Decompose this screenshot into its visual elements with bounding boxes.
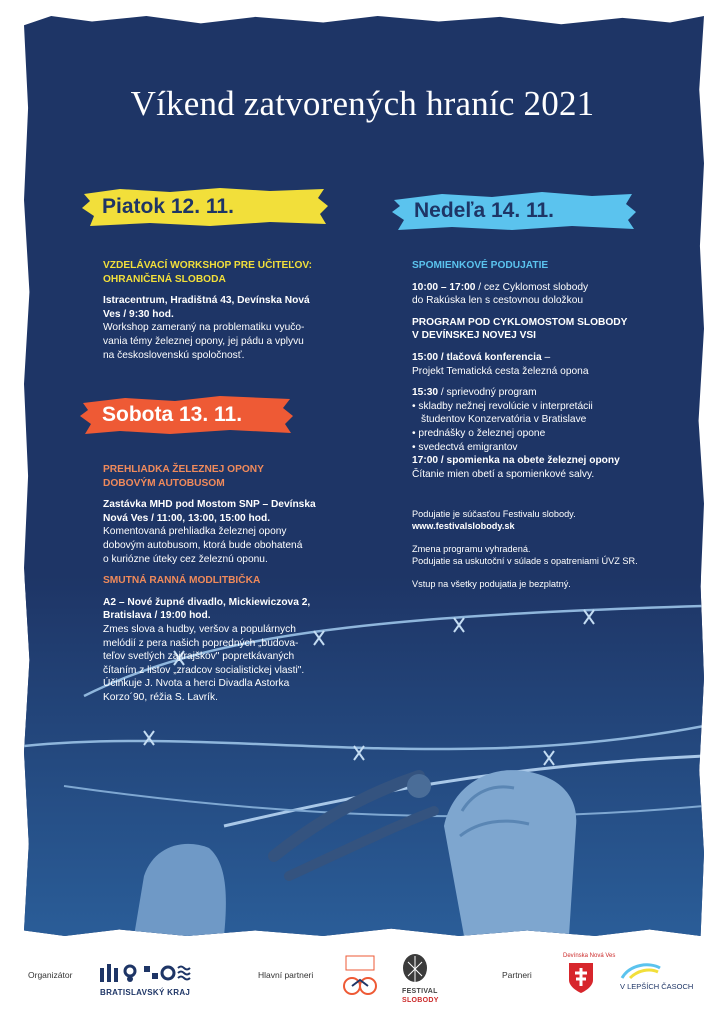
sunday-conf-time: 15:00 / tlačová konferencia [412, 351, 542, 363]
sunday-conf-text-2: Projekt Tematická cesta železná opona [412, 365, 589, 377]
saturday-event1-title-line-2: DOBOVÝM AUTOBUSOM [103, 477, 225, 489]
saturday-event2-desc-line: čítaním z listov „zradcov socialistickej vlasti". [103, 664, 305, 676]
friday-section [103, 259, 368, 362]
organizer-name: BRATISLAVSKÝ KRAJ [100, 988, 191, 997]
sunday-bullet: študentov Konzervatória v Bratislave [421, 414, 587, 426]
festival-text-2: SLOBODY [402, 997, 439, 1004]
saturday-event2-place-line-2: Bratislava / 19:00 hod. [103, 610, 211, 622]
saturday-event1-place-line-2: Nová Ves / 11:00, 13:00, 15:00 hod. [103, 512, 271, 524]
friday-place-line-1: Istracentrum, Hradištná 43, Devínska Nová [103, 295, 310, 307]
saturday-event2-desc-line: Korzo´90, réžia S. Lavrík. [103, 691, 218, 703]
saturday-event2-desc-line: Účinkuje J. Nvota a herci Divadla Astorka [103, 678, 290, 690]
bratislava-region-logo [100, 962, 192, 984]
sunday-section-title: SPOMIENKOVÉ PODUJATIE [412, 260, 549, 271]
vlc-text: V LEPŠÍCH ČASOCH [620, 982, 694, 991]
festival-slobody-logo [398, 952, 432, 988]
friday-desc-line-3: na československú spoločnosť. [103, 349, 245, 361]
sunday-bullet: • svedectvá emigrantov [412, 441, 518, 453]
sunday-program-line-1: PROGRAM POD CYKLOMOSTOM SLOBODY [412, 316, 628, 328]
main-partners-label: Hlavní partneri [258, 970, 314, 980]
saturday-event2-desc-line: teľov svetlých zajtrajškov" popretkávaných [103, 651, 295, 663]
sunday-program-title [412, 316, 682, 343]
sunday-program [412, 386, 682, 481]
saturday-event2-place [103, 596, 368, 623]
friday-event-title [103, 259, 368, 286]
footer [0, 940, 725, 1024]
friday-day-banner [80, 186, 330, 228]
saturday-event2-desc-line: melódií z pera našich popredných „budova- [103, 637, 299, 649]
festival-text-1: FESTIVAL [402, 988, 438, 995]
sunday-bullet: • prednášky o železnej opone [412, 427, 546, 439]
saturday-event1-desc-line-2: dobovým autobusom, ktorá bude obohatená [103, 539, 303, 551]
saturday-event1-desc-line-3: o kuriózne úteky cez železnú oponu. [103, 553, 268, 565]
festival-link[interactable]: www.festivalslobody.sk [412, 521, 515, 532]
sunday-cyklo-text-2: do Rakúska len s cestovnou doložkou [412, 295, 584, 307]
saturday-event1-title-line-1: PREHLIADKA ŽELEZNEJ OPONY [103, 464, 264, 475]
info-festival: Podujatie je súčasťou Festivalu slobody. [412, 509, 576, 519]
saturday-event1-description [103, 525, 368, 566]
sunday-program-line-2: V DEVÍNSKEJ NOVEJ VSI [412, 330, 536, 342]
saturday-event1-place [103, 498, 368, 525]
friday-event-title-line-2: OHRANIČENÁ SLOBODA [103, 273, 226, 285]
sunday-prog-text: / sprievodný program [438, 387, 537, 399]
partners-label: Partneri [502, 970, 532, 980]
v-lepsich-casoch-logo [620, 962, 684, 980]
saturday-day-banner [80, 394, 295, 436]
page-title: Víkend zatvorených hraníc 2021 [130, 84, 595, 123]
friday-description [103, 321, 368, 362]
sunday-cyklomost [412, 281, 682, 308]
sunday-day-banner [392, 190, 637, 232]
saturday-section [103, 463, 368, 705]
sunday-bullet: • skladby nežnej revolúcie v interpretácii [412, 400, 593, 412]
sunday-section [412, 259, 682, 481]
friday-day-label: Piatok 12. 11. [102, 195, 234, 218]
info-free-entry: Vstup na všetky podujatia je bezplatný. [412, 578, 571, 589]
friday-event-title-line-1: VZDELÁVACÍ WORKSHOP PRE UČITEĽOV: [103, 260, 313, 271]
saturday-event1-desc-line-1: Komentovaná prehliadka železnej opony [103, 526, 287, 538]
sunday-memorial: 17:00 / spomienka na obete železnej opony [412, 455, 620, 467]
friday-place [103, 294, 368, 321]
friday-desc-line-1: Workshop zameraný na problematiku vyučo- [103, 322, 305, 334]
friday-place-line-2: Ves / 9:30 hod. [103, 308, 174, 320]
sunday-cyklo-text: / cez Cyklomost slobody [475, 281, 589, 293]
saturday-event1-place-line-1: Zastávka MHD pod Mostom SNP – Devínska [103, 499, 316, 511]
saturday-event1-title [103, 463, 368, 490]
devinska-nova-ves-coat-of-arms [568, 962, 594, 994]
info-change: Zmena programu vyhradená. [412, 543, 531, 554]
upn-logo [340, 954, 380, 1000]
saturday-event2-desc-line: Zmes slova a hudby, veršov a populárnych [103, 623, 296, 635]
sunday-prog-time: 15:30 [412, 387, 439, 399]
sunday-conf-text: – [541, 351, 551, 363]
organizer-label: Organizátor [28, 970, 73, 980]
sunday-memorial-text: Čítanie mien obetí a spomienkové salvy. [412, 468, 595, 480]
saturday-event2-place-line-1: A2 – Nové župné divadlo, Mickiewiczova 2, [103, 596, 311, 608]
sunday-day-label: Nedeľa 14. 11. [414, 199, 555, 222]
info-block [412, 508, 638, 590]
friday-desc-line-2: vania témy železnej opony, jej pádu a vplyvu [103, 335, 304, 347]
saturday-event2-description [103, 623, 368, 705]
saturday-event2-title: SMUTNÁ RANNÁ MODLITBIČKA [103, 575, 261, 587]
dnv-text: Devínska Nová Ves [563, 953, 616, 959]
info-measures: Podujatie sa uskutoční v súlade s opatreniami ÚVZ SR. [412, 556, 638, 567]
sunday-conference [412, 351, 682, 378]
sunday-cyklo-time: 10:00 – 17:00 [412, 281, 476, 293]
saturday-day-label: Sobota 13. 11. [102, 403, 243, 426]
